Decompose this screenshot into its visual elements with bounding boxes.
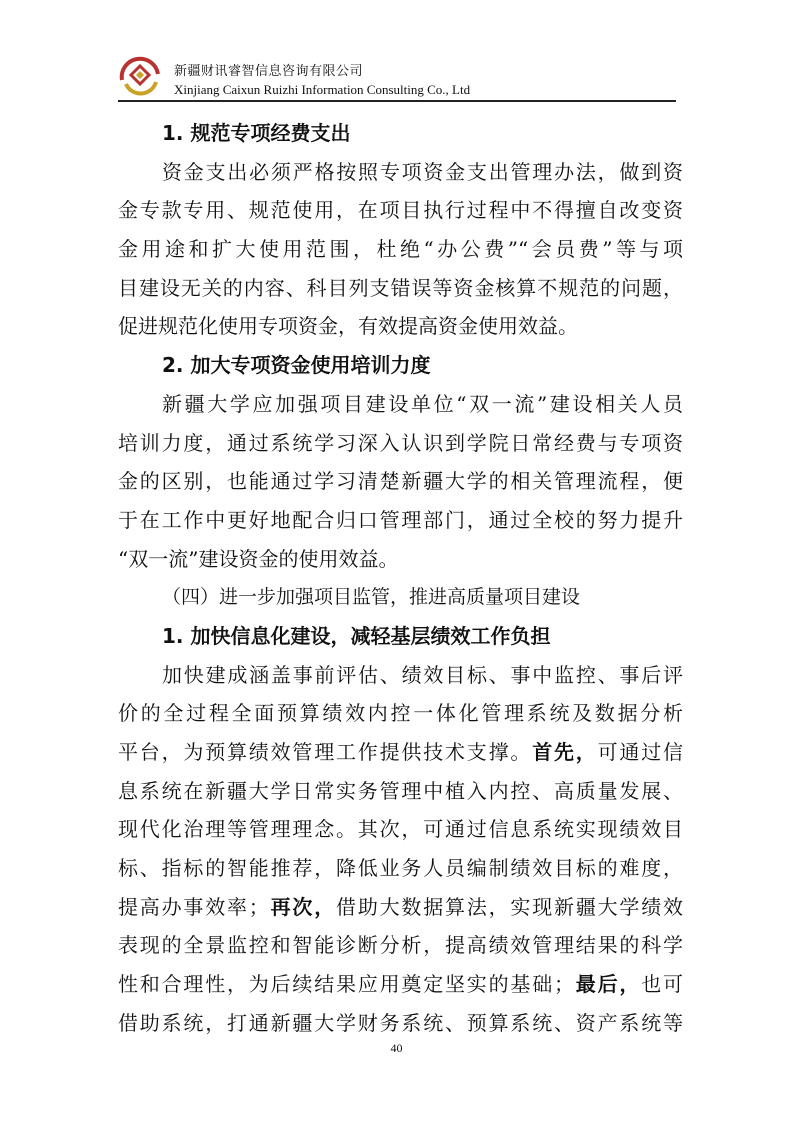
section-heading-four: （四）进一步加强项目监管，推进高质量项目建设 — [162, 586, 581, 609]
paragraph-line: 于在工作中更好地配合归口管理部门，通过全校的努力提升 — [118, 507, 683, 532]
company-name-chinese: 新疆财讯睿智信息咨询有限公司 — [174, 64, 364, 79]
heading-standardize-spending: 1. 规范专项经费支出 — [162, 121, 351, 145]
paragraph-line — [118, 888, 683, 927]
paragraph-line: 目建设无关的内容、科目列支错误等资金核算不规范的问题， — [118, 275, 683, 300]
company-logo-icon — [118, 54, 162, 96]
text-run: 平台，为预算绩效管理工作提供技术支撑。 — [118, 740, 533, 764]
paragraph-line: 金用途和扩大使用范围，杜绝“办公费”“会员费”等与项 — [118, 237, 683, 262]
paragraph-line: 价的全过程全面预算绩效内控一体化管理系统及数据分析 — [118, 701, 683, 726]
text-run: 提高办事效率； — [118, 894, 269, 919]
paragraph-line: 息系统在新疆大学日常实务管理中植入内控、高质量发展、 — [118, 778, 683, 803]
paragraph-line — [118, 733, 683, 772]
header-divider — [118, 100, 676, 102]
paragraph-line: 资金支出必须严格按照专项资金支出管理办法，做到资 — [162, 159, 683, 184]
paragraph-line: 培训力度，通过系统学习深入认识到学院日常经费与专项资 — [118, 430, 683, 455]
paragraph-line: 现代化治理等管理理念。其次，可通过信息系统实现绩效目 — [118, 817, 683, 842]
company-name-english: Xinjiang Caixun Ruizhi Information Consulting Co., Ltd — [174, 82, 471, 97]
paragraph-line: 促进规范化使用专项资金，有效提高资金使用效益。 — [118, 314, 578, 339]
page-number: 40 — [390, 1041, 403, 1055]
paragraph-line: 金的区别，也能通过学习清楚新疆大学的相关管理流程，便 — [118, 469, 683, 494]
paragraph-line: 标、指标的智能推荐，降低业务人员编制绩效目标的难度， — [118, 856, 683, 881]
paragraph-line: 金专款专用、规范使用，在项目执行过程中不得擅自改变资 — [118, 198, 683, 223]
paragraph-line: 加快建成涵盖事前评估、绩效目标、事中监控、事后评 — [162, 662, 683, 687]
paragraph-line: 表现的全景监控和智能诊断分析，提高绩效管理结果的科学 — [118, 933, 683, 958]
paragraph-line — [118, 965, 683, 1004]
bold-finally: 最后， — [574, 972, 642, 997]
bold-again: 再次， — [268, 894, 337, 919]
text-run: 性和合理性，为后续结果应用奠定坚实的基础； — [118, 972, 574, 997]
document-header — [118, 52, 678, 102]
heading-informatization: 1. 加快信息化建设，减轻基层绩效工作负担 — [162, 623, 551, 648]
paragraph-line: 借助系统，打通新疆大学财务系统、预算系统、资产系统等 — [118, 1010, 683, 1035]
paragraph-line: 新疆大学应加强项目建设单位“双一流”建设相关人员 — [162, 391, 683, 416]
page-body — [118, 114, 683, 1043]
text-run: 也可 — [641, 972, 683, 997]
paragraph-line: “双一流”建设资金的使用效益。 — [118, 546, 399, 571]
heading-training: 2. 加大专项资金使用培训力度 — [162, 353, 431, 378]
text-run: 可通过信 — [597, 740, 683, 764]
bold-first: 首先， — [532, 740, 598, 764]
text-run: 借助大数据算法，实现新疆大学绩效 — [336, 894, 683, 919]
